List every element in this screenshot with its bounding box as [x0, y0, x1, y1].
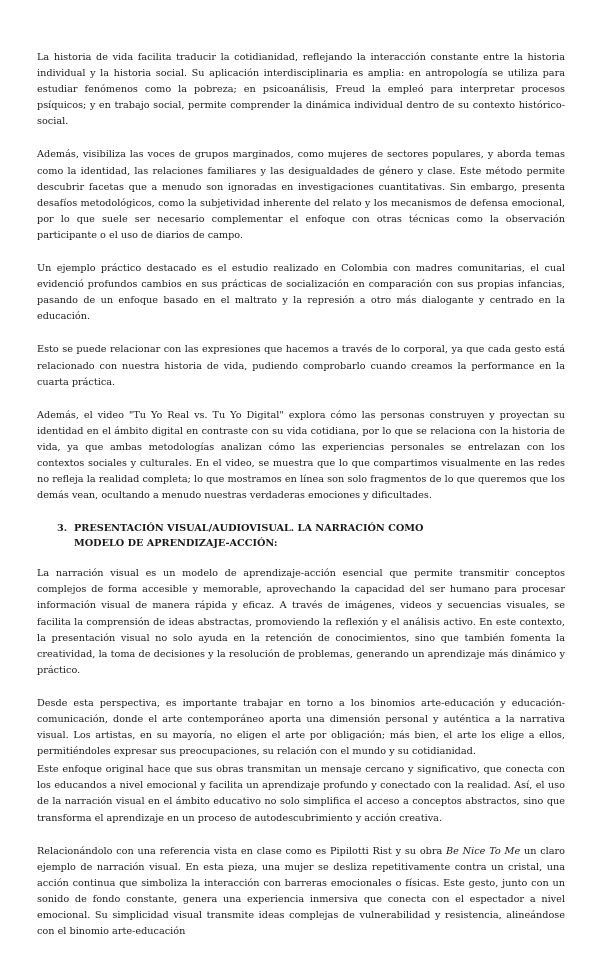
- paragraph-digital-identity-video: Además, el video "Tu Yo Real vs. Tu Yo Digital" explora cómo las personas construyen y proyectan su identidad en el ámbito digital en contraste con su vida cotidiana, por lo que se relaciona con la historia de vida, ya que ambas metodologías analizan cómo las experiencias personales se entrelazan con los contextos sociales y culturales. En el video, se muestra que lo que compartimos visualmente en las redes no refleja la realidad completa; lo que mostramos en línea son solo fragmentos de lo que queremos que los demás vean, ocultando a menudo nuestras verdaderas emociones y dificultades.: [37, 409, 565, 502]
- paragraph-colombia-example: Un ejemplo práctico destacado es el estudio realizado en Colombia con madres comunitarias, el cual evidenció profundos cambios en sus prácticas de socialización en comparación con sus propias infancias, pasando de un enfoque basado en el maltrato y la represión a otro más dialogante y centrado en la educación.: [37, 263, 565, 323]
- artwork-title: Be Nice To Me: [446, 845, 521, 857]
- paragraph-marginalized-voices: Además, visibiliza las voces de grupos marginados, como mujeres de sectores populares, y aborda temas como la identidad, las relaciones familiares y las desigualdades de género y clase. Este método permite descubrir facetas que a menudo son ignoradas en investigaciones cuantitativas. Sin embargo, presenta desafíos metodológicos, como la subjetividad inherente del relato y los mecanismos de defensa emocional, por lo que suele ser necesario complementar el enfoque con otras técnicas como la observación participante o el uso de diarios de campo.: [37, 149, 565, 241]
- paragraph-original-approach: Este enfoque original hace que sus obras transmitan un mensaje cercano y significativo, que conecta con los educandos a nivel emocional y facilita un aprendizaje profundo y conectado con la realidad. Así, el uso de la narración visual en el ámbito educativo no solo simplifica el acceso a conceptos abstractos, sino que transforma el aprendizaje en un proceso de autodescubrimiento y acción creativa.: [37, 764, 565, 824]
- paragraph-pipilotti-rist: [37, 844, 565, 941]
- section-heading: [37, 521, 565, 551]
- section-title: PRESENTACIÓN VISUAL/AUDIOVISUAL. LA NARRACIÓN COMO MODELO DE APRENDIZAJE-ACCIÓN:: [74, 523, 424, 550]
- section-number: 3.: [57, 523, 68, 535]
- paragraph-life-history-intro: La historia de vida facilita traducir la cotidianidad, reflejando la interacción constante entre la historia individual y la historia social. Su aplicación interdisciplinaria es amplia: en antropología se utiliza para estudiar fenómenos como la pobreza; en psicoanálisis, Freud la empleó para interpretar procesos psíquicos; y en trabajo social, permite comprender la dinámica individual dentro de su contexto histórico-social.: [37, 52, 565, 128]
- paragraph-corporal-expression: Esto se puede relacionar con las expresiones que hacemos a través de lo corporal, ya que cada gesto está relacionado con nuestra historia de vida, pudiendo comprobarlo cuando creamos la performance en la cuarta práctica.: [37, 344, 565, 388]
- paragraph-art-education-binomials: Desde esta perspectiva, es importante trabajar en torno a los binomios arte-educación y educación-comunicación, donde el arte contemporáneo aporta una dimensión personal y auténtica a la narrativa visual. Los artistas, en su mayoría, no eligen el arte por obligación; más bien, el arte los elige a ellos, permitiéndoles expresar sus preocupaciones, su relación con el mundo y su cotidianidad.: [37, 697, 565, 758]
- pipilotti-text-after: un claro ejemplo de narración visual. En esta pieza, una mujer se desliza repetitivamente contra un cristal, una acción continua que simboliza la interacción con barreras emocionales o físicas. Este gesto, junto con un sonido de fondo constante, genera una experiencia inmersiva que conecta con el espectador a nivel emocional. Su simplicidad visual transmite ideas complejas de vulnerabilidad y resistencia, alineándose con el binomio arte-educación: [37, 845, 565, 938]
- document-body: [37, 50, 565, 957]
- paragraph-visual-narration: La narración visual es un modelo de aprendizaje-acción esencial que permite transmitir conceptos complejos de forma accesible y memorable, aprovechando la capacidad del ser humano para procesar información visual de manera rápida y eficaz. A través de imágenes, videos y secuencias visuales, se facilita la comprensión de ideas abstractas, promoviendo la reflexión y el análisis activo. En este contexto, la presentación visual no solo ayuda en la retención de conocimientos, sino que también fomenta la creatividad, la toma de decisiones y la resolución de problemas, generando un aprendizaje más dinámico y práctico.: [37, 568, 565, 676]
- pipilotti-text-before: Relacionándolo con una referencia vista en clase como es Pipilotti Rist y su obra: [37, 845, 447, 857]
